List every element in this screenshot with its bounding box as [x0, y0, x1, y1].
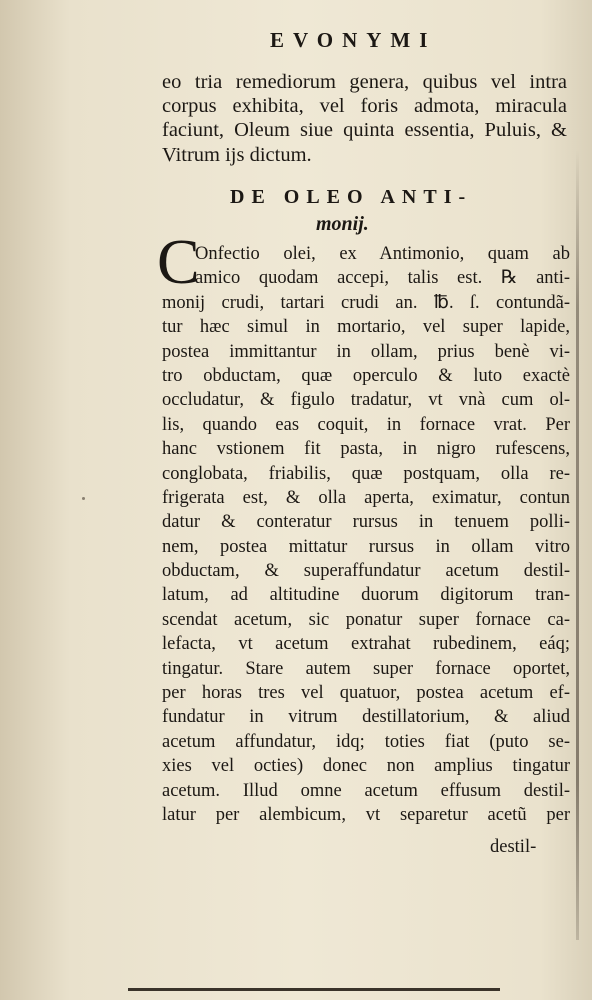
text-line: monij crudi, tartari crudi an. ℔. ſ. contundã- — [162, 292, 570, 313]
text-line: per horas tres vel quatuor, postea acetum ef- — [162, 683, 570, 704]
text-line: latur per alembicum, vt separetur acetũ per — [162, 804, 570, 825]
page-edge-shadow — [576, 150, 579, 940]
text-line: eo tria remediorum genera, quibus vel intra — [162, 71, 567, 93]
text-line: amico quodam accepi, talis est. ℞ anti- — [195, 268, 570, 289]
text-line: hanc vstionem fit pasta, in nigro rufescens, — [162, 439, 570, 460]
text-line: scendat acetum, sic ponatur super fornace ca- — [162, 609, 570, 630]
section-heading: DE OLEO ANTI- — [230, 186, 473, 208]
text-line: corpus exhibita, vel foris admota, miracula — [162, 95, 567, 118]
text-line: tro obductam, quæ operculo & luto exactè — [162, 365, 570, 386]
text-line: latum, ad altitudine duorum digitorum tran- — [162, 585, 570, 606]
text-line: fundatur in vitrum destillatorium, & aliud — [162, 707, 570, 728]
text-line: xies vel octies) donec non amplius tingatur — [162, 756, 570, 777]
opening-paragraph — [162, 70, 567, 167]
text-line: acetum. Illud omne acetum effusum destil- — [162, 780, 570, 801]
bottom-rule — [128, 988, 500, 991]
section-subheading: monij. — [316, 213, 369, 235]
text-line: tur hæc simul in mortario, vel super lapide, — [162, 317, 570, 338]
text-line: Onfectio olei, ex Antimonio, quam ab — [195, 244, 570, 264]
text-line: nem, postea mittatur rursus in ollam vitro — [162, 536, 570, 557]
text-line: Vitrum ijs dictum. — [162, 143, 312, 166]
text-line: postea immittantur in ollam, prius benè vi- — [162, 341, 570, 362]
drop-cap-initial: C — [157, 226, 200, 297]
running-head: EVONYMI — [270, 28, 437, 52]
text-line: tingatur. Stare autem super fornace oportet, — [162, 658, 570, 679]
section-body — [162, 242, 570, 827]
text-line: faciunt, Oleum siue quinta essentia, Puluis, & — [162, 119, 567, 142]
text-line: lefacta, vt acetum extrahat rubedinem, eáq; — [162, 634, 570, 655]
text-line: datur & conteratur rursus in tenuem polli- — [162, 512, 570, 533]
text-line: occludatur, & figulo tradatur, vt vnà cum ol- — [162, 390, 570, 411]
text-line: obductam, & superaffundatur acetum destil- — [162, 561, 570, 582]
text-line: frigerata est, & olla aperta, eximatur, contun — [162, 487, 570, 508]
text-line: acetum affundatur, idq; toties fiat (puto se- — [162, 731, 570, 752]
catchword: destil- — [490, 837, 537, 857]
text-line: lis, quando eas coquit, in fornace vrat. Per — [162, 414, 570, 435]
ink-speck — [82, 497, 85, 500]
text-line: conglobata, friabilis, quæ postquam, olla re- — [162, 463, 570, 484]
